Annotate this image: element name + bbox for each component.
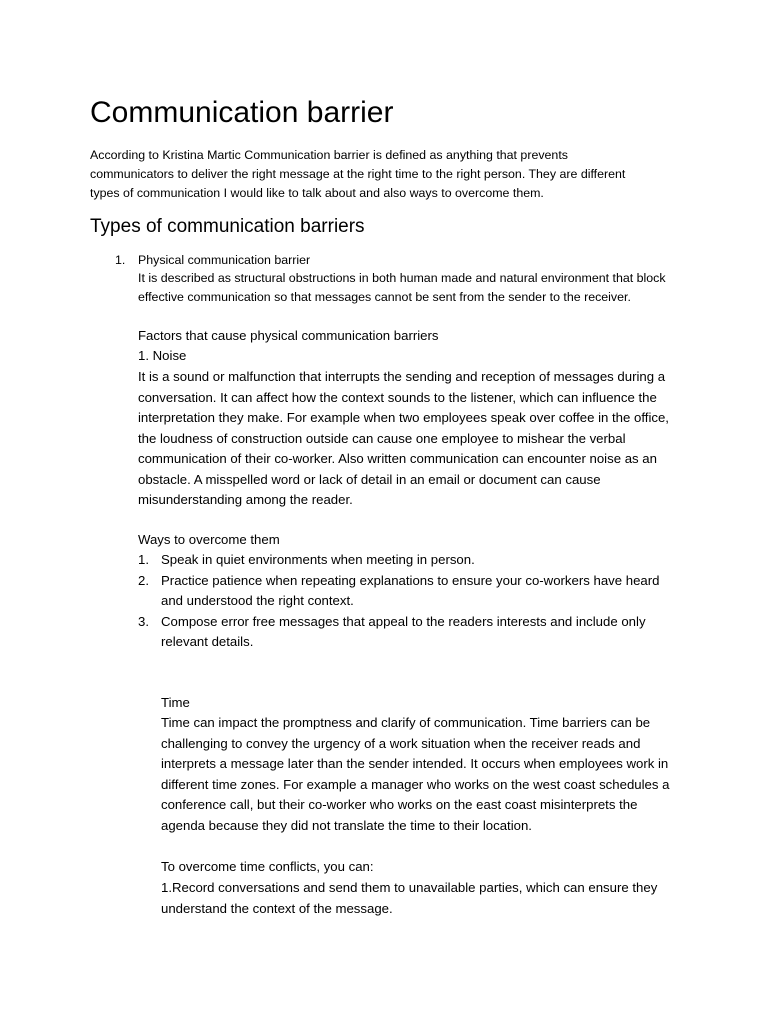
noise-heading: 1. Noise (138, 348, 187, 363)
list-item (138, 612, 678, 653)
list-item-text: Compose error free messages that appeal to the readers interests and include only relevant details. (161, 613, 646, 649)
intro-paragraph: According to Kristina Martic Communication barrier is defined as anything that prevents communicators to deliver the right message at the right time to the right person. They are different types of communication I would like to talk about and also ways to overcome them. (90, 148, 626, 200)
time-overcome-item: 1.Record conversations and send them to unavailable parties, which can ensure they understand the context of the message. (161, 880, 658, 916)
time-heading: Time (161, 695, 190, 710)
list-item-title: Physical communication barrier (138, 253, 311, 267)
ways-list (138, 550, 678, 653)
list-item-number: 2. (138, 572, 149, 588)
list-item-description: It is described as structural obstructions in both human made and natural environment that block effective communication so that messages cannot be sent from the sender to the receiver. (138, 271, 666, 304)
document-title: Communication barrier (90, 96, 394, 129)
list-item-number: 3. (138, 613, 149, 629)
time-description: Time can impact the promptness and clarify of communication. Time barriers can be challenging to convey the urgency of a work situation when the receiver reads and interprets a message later than the sender intended. It occurs when employees work in different time zones. For example a manager who works on the west coast schedules a conference call, but their co-worker who works on the east coast misinterprets the agenda because they did not translate the time to their location. (161, 715, 670, 833)
time-overcome-title: To overcome time conflicts, you can: (161, 859, 374, 874)
factors-title: Factors that cause physical communication barriers (138, 328, 439, 343)
list-item (138, 571, 678, 612)
section-heading: Types of communication barriers (90, 216, 365, 237)
list-item-text: Practice patience when repeating explanations to ensure your co-workers have heard and understood the right context. (161, 572, 660, 608)
list-item-number: 1. (115, 253, 126, 267)
ways-title: Ways to overcome them (138, 532, 280, 547)
noise-description: It is a sound or malfunction that interrupts the sending and reception of messages during a conversation. It can affect how the context sounds to the listener, which can influence the interpretation they make. For example when two employees speak over coffee in the office, the loudness of construction outside can cause one employee to mishear the verbal communication of their co-worker. Also written communication can encounter noise as an obstacle. A misspelled word or lack of detail in an email or document can cause misunderstanding among the reader. (138, 369, 669, 507)
list-item (138, 550, 678, 571)
list-item-text: Speak in quiet environments when meeting in person. (161, 552, 475, 567)
list-item-number: 1. (138, 552, 149, 567)
